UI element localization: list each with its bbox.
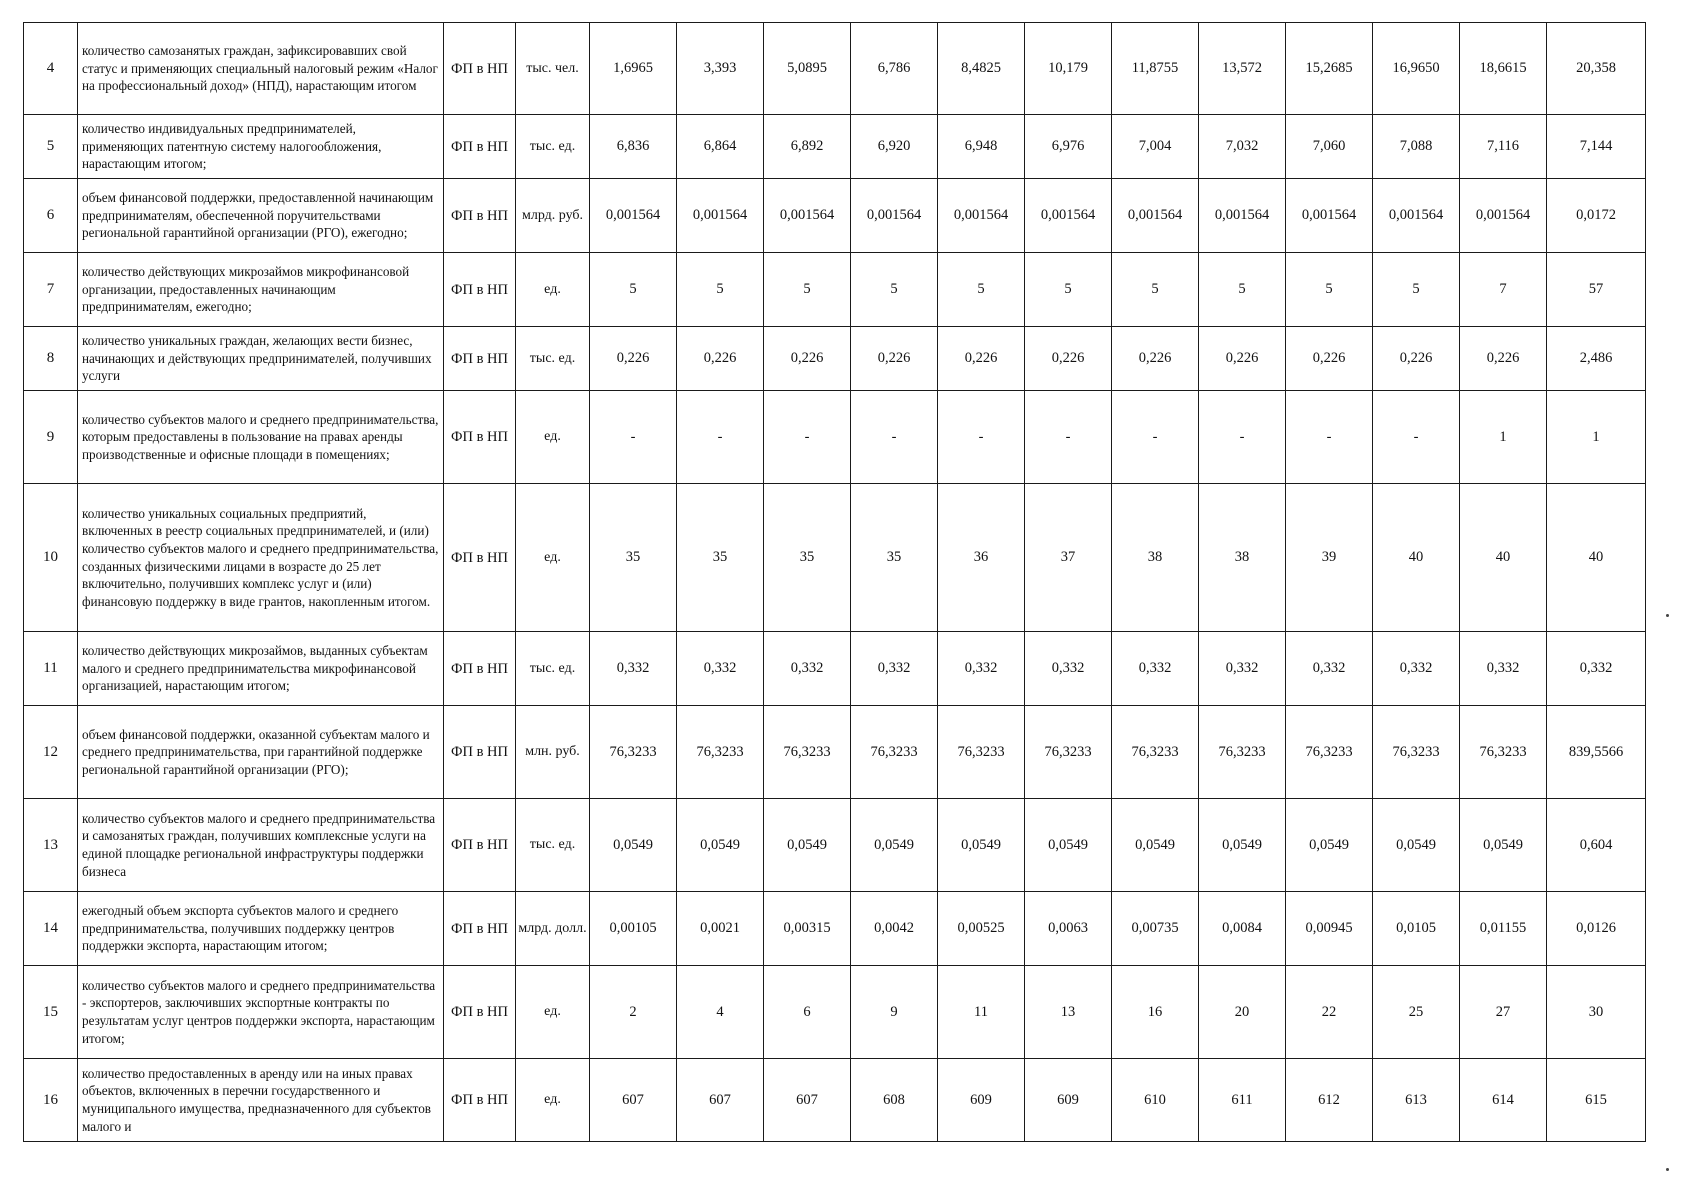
indicator-value: 40 bbox=[1373, 484, 1460, 632]
indicator-value: 76,3233 bbox=[1199, 706, 1286, 799]
indicator-value: 2 bbox=[590, 966, 677, 1059]
indicator-value: 0,332 bbox=[1460, 632, 1547, 706]
scan-artifact-dot bbox=[1666, 614, 1669, 617]
indicator-source: ФП в НП bbox=[444, 799, 516, 892]
indicator-value: 607 bbox=[590, 1059, 677, 1142]
indicator-value: 7,116 bbox=[1460, 115, 1547, 179]
indicator-unit: тыс. ед. bbox=[516, 327, 590, 391]
indicator-value: 76,3233 bbox=[1460, 706, 1547, 799]
row-number: 13 bbox=[24, 799, 78, 892]
indicator-value: 76,3233 bbox=[851, 706, 938, 799]
indicator-value: 13 bbox=[1025, 966, 1112, 1059]
indicator-value: 0,332 bbox=[1373, 632, 1460, 706]
indicator-value: 0,332 bbox=[938, 632, 1025, 706]
indicator-source: ФП в НП bbox=[444, 23, 516, 115]
indicator-value: 610 bbox=[1112, 1059, 1199, 1142]
indicator-unit: ед. bbox=[516, 253, 590, 327]
indicator-value: 57 bbox=[1547, 253, 1646, 327]
indicator-value: 11,8755 bbox=[1112, 23, 1199, 115]
indicator-value: 5 bbox=[677, 253, 764, 327]
indicator-value: 38 bbox=[1199, 484, 1286, 632]
indicator-value: 6,836 bbox=[590, 115, 677, 179]
indicator-value: - bbox=[764, 391, 851, 484]
indicator-value: - bbox=[677, 391, 764, 484]
indicator-value: 5 bbox=[1112, 253, 1199, 327]
indicator-value: 1 bbox=[1460, 391, 1547, 484]
indicator-value: 0,001564 bbox=[1112, 179, 1199, 253]
indicator-description: количество субъектов малого и среднего предпринимательства - экспортеров, заключивших экспортные контракты по результатам услуг центров поддержки экспорта, нарастающим итогом; bbox=[78, 966, 444, 1059]
table-row bbox=[24, 799, 1646, 892]
row-number: 15 bbox=[24, 966, 78, 1059]
indicator-description: количество предоставленных в аренду или на иных правах объектов, включенных в перечни государственного и муниципального имущества, предназначенного для субъектов малого и bbox=[78, 1059, 444, 1142]
indicator-value: 0,01155 bbox=[1460, 892, 1547, 966]
indicator-value: 607 bbox=[764, 1059, 851, 1142]
indicator-value: 40 bbox=[1547, 484, 1646, 632]
row-number: 5 bbox=[24, 115, 78, 179]
indicator-value: 0,00735 bbox=[1112, 892, 1199, 966]
indicator-value: 4 bbox=[677, 966, 764, 1059]
indicator-value: 608 bbox=[851, 1059, 938, 1142]
indicator-value: 0,226 bbox=[1025, 327, 1112, 391]
indicator-description: количество субъектов малого и среднего предпринимательства, которым предоставлены в пользование на правах аренды производственные и офисные площади в помещениях; bbox=[78, 391, 444, 484]
indicator-value: 607 bbox=[677, 1059, 764, 1142]
indicator-value: 0,226 bbox=[1286, 327, 1373, 391]
indicator-value: 0,332 bbox=[1199, 632, 1286, 706]
indicator-value: 0,001564 bbox=[590, 179, 677, 253]
indicator-value: - bbox=[1199, 391, 1286, 484]
indicator-value: 7,144 bbox=[1547, 115, 1646, 179]
table-row bbox=[24, 391, 1646, 484]
indicator-value: 0,0084 bbox=[1199, 892, 1286, 966]
indicator-value: 0,001564 bbox=[764, 179, 851, 253]
indicator-unit: ед. bbox=[516, 1059, 590, 1142]
table-row bbox=[24, 706, 1646, 799]
indicator-unit: ед. bbox=[516, 484, 590, 632]
indicator-value: - bbox=[851, 391, 938, 484]
indicator-value: 8,4825 bbox=[938, 23, 1025, 115]
table-row bbox=[24, 115, 1646, 179]
indicator-value: 0,0042 bbox=[851, 892, 938, 966]
indicator-value: 9 bbox=[851, 966, 938, 1059]
indicator-value: 0,001564 bbox=[1286, 179, 1373, 253]
row-number: 12 bbox=[24, 706, 78, 799]
indicator-value: 6,948 bbox=[938, 115, 1025, 179]
indicator-value: - bbox=[1286, 391, 1373, 484]
indicator-value: 0,0549 bbox=[1286, 799, 1373, 892]
indicator-value: 6 bbox=[764, 966, 851, 1059]
indicator-value: 3,393 bbox=[677, 23, 764, 115]
indicator-value: 839,5566 bbox=[1547, 706, 1646, 799]
indicator-value: 0,332 bbox=[1286, 632, 1373, 706]
indicator-value: 0,332 bbox=[1547, 632, 1646, 706]
indicator-value: 0,0549 bbox=[764, 799, 851, 892]
indicator-value: - bbox=[1373, 391, 1460, 484]
indicator-value: - bbox=[938, 391, 1025, 484]
indicator-value: 0,226 bbox=[1199, 327, 1286, 391]
indicator-value: 0,0021 bbox=[677, 892, 764, 966]
indicator-source: ФП в НП bbox=[444, 253, 516, 327]
indicator-value: 39 bbox=[1286, 484, 1373, 632]
indicator-description: количество индивидуальных предпринимателей, применяющих патентную систему налогообложения, нарастающим итогом; bbox=[78, 115, 444, 179]
indicator-value: 13,572 bbox=[1199, 23, 1286, 115]
indicator-value: 35 bbox=[764, 484, 851, 632]
indicator-value: 5 bbox=[851, 253, 938, 327]
indicator-value: 7,004 bbox=[1112, 115, 1199, 179]
indicator-value: 0,001564 bbox=[1199, 179, 1286, 253]
indicator-description: количество действующих микрозаймов микрофинансовой организации, предоставленных начинающим предпринимателям, ежегодно; bbox=[78, 253, 444, 327]
indicator-value: 0,0105 bbox=[1373, 892, 1460, 966]
indicator-value: 0,0549 bbox=[590, 799, 677, 892]
indicator-value: 609 bbox=[938, 1059, 1025, 1142]
indicator-value: 6,920 bbox=[851, 115, 938, 179]
indicator-value: - bbox=[1025, 391, 1112, 484]
indicator-unit: ед. bbox=[516, 966, 590, 1059]
indicator-source: ФП в НП bbox=[444, 892, 516, 966]
indicator-unit: тыс. чел. bbox=[516, 23, 590, 115]
indicator-value: 35 bbox=[590, 484, 677, 632]
table-row bbox=[24, 253, 1646, 327]
indicator-value: 7 bbox=[1460, 253, 1547, 327]
indicator-value: 76,3233 bbox=[1373, 706, 1460, 799]
indicator-value: 76,3233 bbox=[1025, 706, 1112, 799]
indicator-value: 0,332 bbox=[1025, 632, 1112, 706]
indicator-source: ФП в НП bbox=[444, 484, 516, 632]
indicator-value: 16,9650 bbox=[1373, 23, 1460, 115]
indicator-value: 0,332 bbox=[851, 632, 938, 706]
indicator-value: 0,001564 bbox=[851, 179, 938, 253]
indicator-value: 0,0549 bbox=[851, 799, 938, 892]
indicator-value: 609 bbox=[1025, 1059, 1112, 1142]
indicator-value: 0,226 bbox=[1460, 327, 1547, 391]
table-row bbox=[24, 484, 1646, 632]
indicator-value: 76,3233 bbox=[1286, 706, 1373, 799]
indicator-value: 0,226 bbox=[677, 327, 764, 391]
indicator-value: 0,0549 bbox=[1460, 799, 1547, 892]
indicator-value: 0,00105 bbox=[590, 892, 677, 966]
indicator-value: 615 bbox=[1547, 1059, 1646, 1142]
indicator-value: 5 bbox=[1025, 253, 1112, 327]
indicator-description: количество действующих микрозаймов, выданных субъектам малого и среднего предпринимательства микрофинансовой организацией, нарастающим итогом; bbox=[78, 632, 444, 706]
indicator-value: 611 bbox=[1199, 1059, 1286, 1142]
indicator-unit: млрд. долл. bbox=[516, 892, 590, 966]
row-number: 7 bbox=[24, 253, 78, 327]
indicator-value: 6,786 bbox=[851, 23, 938, 115]
indicator-source: ФП в НП bbox=[444, 391, 516, 484]
indicator-value: 7,088 bbox=[1373, 115, 1460, 179]
indicator-value: 11 bbox=[938, 966, 1025, 1059]
indicator-source: ФП в НП bbox=[444, 706, 516, 799]
indicator-value: 0,604 bbox=[1547, 799, 1646, 892]
indicator-value: 25 bbox=[1373, 966, 1460, 1059]
indicator-unit: ед. bbox=[516, 391, 590, 484]
indicator-source: ФП в НП bbox=[444, 632, 516, 706]
indicator-value: 0,226 bbox=[1112, 327, 1199, 391]
indicator-value: 20,358 bbox=[1547, 23, 1646, 115]
row-number: 11 bbox=[24, 632, 78, 706]
indicator-value: 0,0063 bbox=[1025, 892, 1112, 966]
indicator-value: 0,00315 bbox=[764, 892, 851, 966]
scan-artifact-dot bbox=[1666, 1168, 1669, 1171]
indicator-value: 5 bbox=[938, 253, 1025, 327]
indicator-description: объем финансовой поддержки, оказанной субъектам малого и среднего предпринимательства, при гарантийной поддержке региональной гарантийной организации (РГО); bbox=[78, 706, 444, 799]
indicator-value: 0,001564 bbox=[938, 179, 1025, 253]
indicator-value: 76,3233 bbox=[764, 706, 851, 799]
indicator-value: 0,00525 bbox=[938, 892, 1025, 966]
row-number: 4 bbox=[24, 23, 78, 115]
indicator-value: 0,0126 bbox=[1547, 892, 1646, 966]
indicator-value: 18,6615 bbox=[1460, 23, 1547, 115]
indicator-description: количество субъектов малого и среднего предпринимательства и самозанятых граждан, получивших комплексные услуги на единой площадке региональной инфраструктуры поддержки бизнеса bbox=[78, 799, 444, 892]
indicator-value: 30 bbox=[1547, 966, 1646, 1059]
table-row bbox=[24, 23, 1646, 115]
indicator-value: 76,3233 bbox=[1112, 706, 1199, 799]
indicator-value: 612 bbox=[1286, 1059, 1373, 1142]
indicator-value: 0,226 bbox=[938, 327, 1025, 391]
indicator-value: 15,2685 bbox=[1286, 23, 1373, 115]
row-number: 10 bbox=[24, 484, 78, 632]
indicator-value: 0,001564 bbox=[677, 179, 764, 253]
indicator-description: объем финансовой поддержки, предоставленной начинающим предпринимателям, обеспеченной поручительствами региональной гарантийной организации (РГО), ежегодно; bbox=[78, 179, 444, 253]
indicator-value: 16 bbox=[1112, 966, 1199, 1059]
indicator-source: ФП в НП bbox=[444, 115, 516, 179]
indicator-value: 0,0549 bbox=[1373, 799, 1460, 892]
indicator-value: 10,179 bbox=[1025, 23, 1112, 115]
table-row bbox=[24, 1059, 1646, 1142]
indicator-value: 0,226 bbox=[1373, 327, 1460, 391]
indicator-value: 22 bbox=[1286, 966, 1373, 1059]
indicator-value: 0,0549 bbox=[1199, 799, 1286, 892]
table-row bbox=[24, 327, 1646, 391]
indicator-source: ФП в НП bbox=[444, 966, 516, 1059]
indicator-value: 0,001564 bbox=[1460, 179, 1547, 253]
indicator-value: - bbox=[1112, 391, 1199, 484]
indicator-value: 0,332 bbox=[764, 632, 851, 706]
indicator-value: 5 bbox=[764, 253, 851, 327]
indicator-description: ежегодный объем экспорта субъектов малого и среднего предпринимательства, получивших поддержку центров поддержки экспорта, нарастающим итогом; bbox=[78, 892, 444, 966]
indicator-value: 5 bbox=[1286, 253, 1373, 327]
indicator-value: 5 bbox=[590, 253, 677, 327]
row-number: 8 bbox=[24, 327, 78, 391]
indicator-value: 0,332 bbox=[590, 632, 677, 706]
row-number: 9 bbox=[24, 391, 78, 484]
indicator-value: 0,001564 bbox=[1373, 179, 1460, 253]
indicator-value: 35 bbox=[677, 484, 764, 632]
indicator-value: 6,864 bbox=[677, 115, 764, 179]
indicator-description: количество самозанятых граждан, зафиксировавших свой статус и применяющих специальный налоговый режим «Налог на профессиональный доход» (НПД), нарастающим итогом bbox=[78, 23, 444, 115]
indicator-unit: тыс. ед. bbox=[516, 115, 590, 179]
indicator-value: 0,00945 bbox=[1286, 892, 1373, 966]
indicator-source: ФП в НП bbox=[444, 179, 516, 253]
indicator-value: 38 bbox=[1112, 484, 1199, 632]
indicator-value: 0,226 bbox=[590, 327, 677, 391]
indicator-value: 5,0895 bbox=[764, 23, 851, 115]
indicator-value: 5 bbox=[1199, 253, 1286, 327]
indicator-value: 613 bbox=[1373, 1059, 1460, 1142]
indicator-value: 1,6965 bbox=[590, 23, 677, 115]
indicator-value: 36 bbox=[938, 484, 1025, 632]
indicator-value: 27 bbox=[1460, 966, 1547, 1059]
indicator-value: 37 bbox=[1025, 484, 1112, 632]
indicator-value: 0,0549 bbox=[938, 799, 1025, 892]
indicator-source: ФП в НП bbox=[444, 327, 516, 391]
table-row bbox=[24, 179, 1646, 253]
indicator-description: количество уникальных граждан, желающих вести бизнес, начинающих и действующих предпринимателей, получивших услуги bbox=[78, 327, 444, 391]
row-number: 14 bbox=[24, 892, 78, 966]
indicator-value: 20 bbox=[1199, 966, 1286, 1059]
indicator-value: 35 bbox=[851, 484, 938, 632]
table-row bbox=[24, 966, 1646, 1059]
indicator-value: - bbox=[590, 391, 677, 484]
indicator-value: 0,001564 bbox=[1025, 179, 1112, 253]
indicator-value: 0,332 bbox=[1112, 632, 1199, 706]
indicator-unit: млрд. руб. bbox=[516, 179, 590, 253]
row-number: 16 bbox=[24, 1059, 78, 1142]
indicator-unit: тыс. ед. bbox=[516, 799, 590, 892]
indicator-value: 614 bbox=[1460, 1059, 1547, 1142]
indicator-source: ФП в НП bbox=[444, 1059, 516, 1142]
indicator-value: 7,060 bbox=[1286, 115, 1373, 179]
indicators-table bbox=[23, 22, 1646, 1142]
indicator-value: 1 bbox=[1547, 391, 1646, 484]
indicator-description: количество уникальных социальных предприятий, включенных в реестр социальных предпринимателей, и (или) количество субъектов малого и среднего предпринимательства, созданных физическими лицами в возрасте до 25 лет включительно, получивших комплекс услуг и (или) финансовую поддержку в виде грантов, накопленным итогом. bbox=[78, 484, 444, 632]
document-page bbox=[23, 22, 1643, 1142]
indicator-value: 7,032 bbox=[1199, 115, 1286, 179]
indicator-value: 5 bbox=[1373, 253, 1460, 327]
indicator-unit: млн. руб. bbox=[516, 706, 590, 799]
indicator-value: 0,332 bbox=[677, 632, 764, 706]
indicator-value: 2,486 bbox=[1547, 327, 1646, 391]
indicator-value: 76,3233 bbox=[938, 706, 1025, 799]
row-number: 6 bbox=[24, 179, 78, 253]
indicator-value: 6,892 bbox=[764, 115, 851, 179]
indicator-value: 0,0172 bbox=[1547, 179, 1646, 253]
indicator-value: 0,226 bbox=[764, 327, 851, 391]
table-row bbox=[24, 632, 1646, 706]
indicator-value: 40 bbox=[1460, 484, 1547, 632]
table-row bbox=[24, 892, 1646, 966]
indicator-value: 0,226 bbox=[851, 327, 938, 391]
indicator-value: 0,0549 bbox=[1025, 799, 1112, 892]
indicator-unit: тыс. ед. bbox=[516, 632, 590, 706]
indicator-value: 0,0549 bbox=[1112, 799, 1199, 892]
indicator-value: 0,0549 bbox=[677, 799, 764, 892]
indicator-value: 76,3233 bbox=[677, 706, 764, 799]
indicator-value: 76,3233 bbox=[590, 706, 677, 799]
indicator-value: 6,976 bbox=[1025, 115, 1112, 179]
